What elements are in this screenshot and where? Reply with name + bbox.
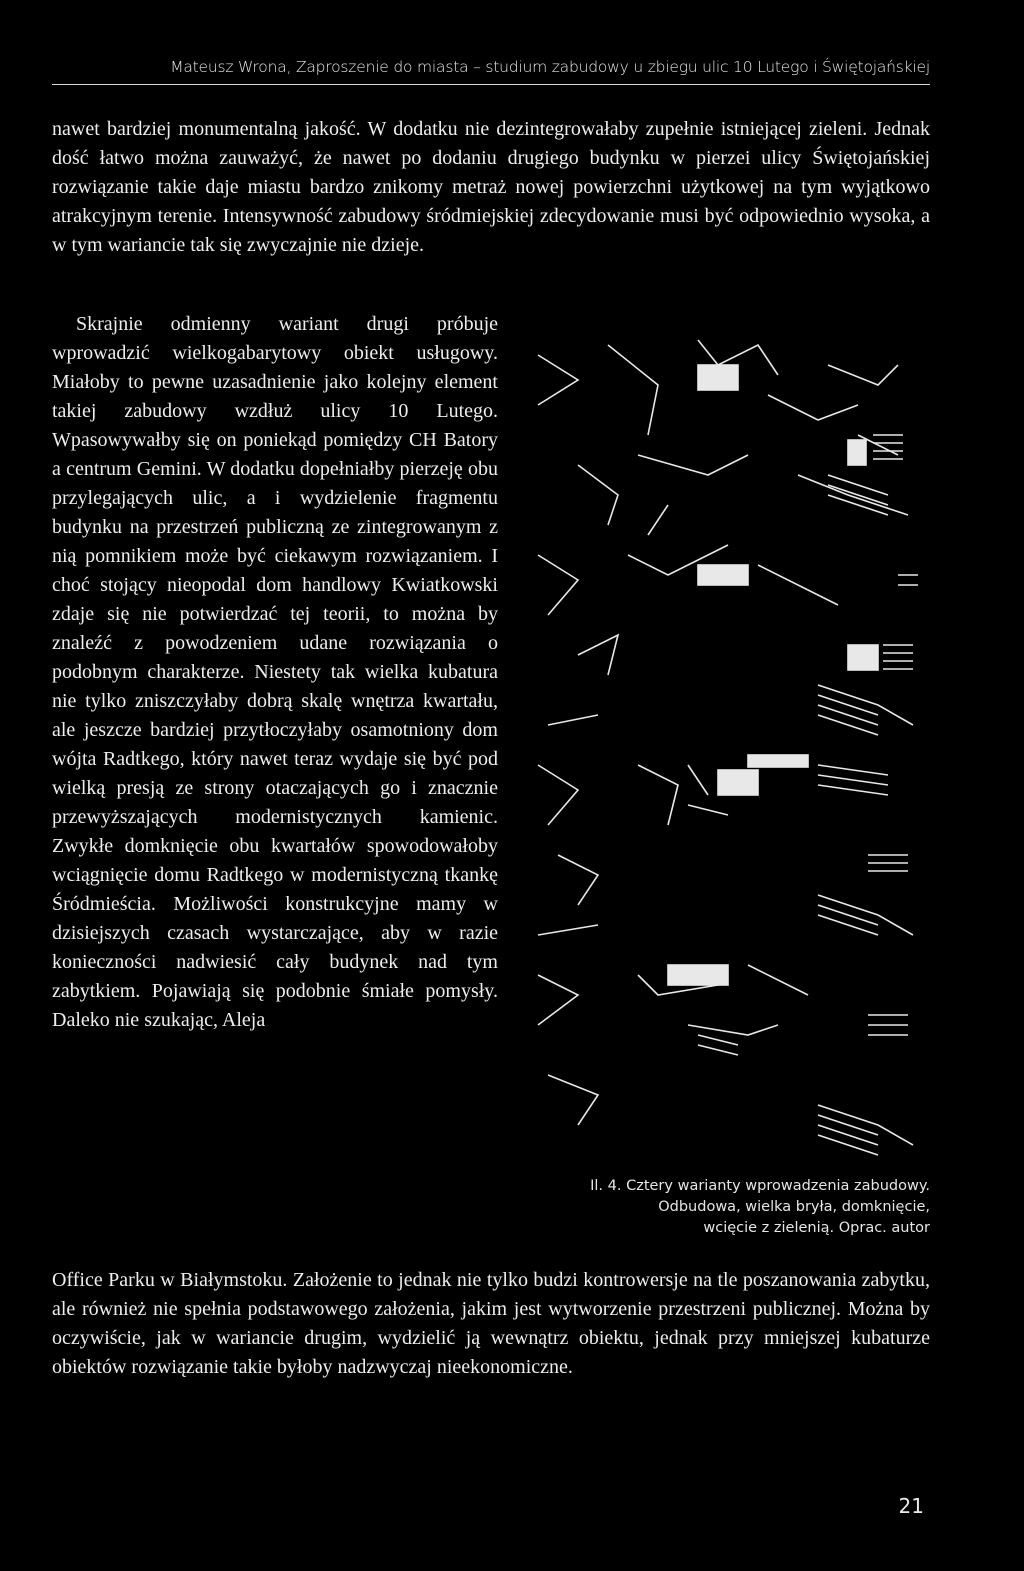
caption-line: Odbudowa, wielka bryła, domknięcie, (658, 1199, 930, 1215)
page-number: 21 (898, 1494, 924, 1518)
column-paragraph (52, 310, 498, 1035)
header-rule (52, 84, 930, 85)
paragraph-text: Skrajnie odmienny wariant drugi próbuje wprowadzić wielkogabarytowy obiekt usługowy. Miałoby to pewne uzasadnienie jako kolejny element takiej zabudowy wzdłuż ulicy 10 Lutego. Wpasowywałby się on poniekąd pomiędzy CH Batory a centrum Gemini. W dodatku dopełniałby pierzeję obu przylegających ulic, a i wydzielenie fragmentu budynku na przestrzeń publiczną ze zintegrowanym z nią pomnikiem może być ciekawym rozwiązaniem. I choć stojący nieopodal dom handlowy Kwiatkowski zdaje się nie potwierdzać tej teorii, to można by znaleźć z powodzeniem udane rozwiązania o podobnym charakterze. Niestety tak wielka kubatura nie tylko zniszczyłaby dobrą skalę wnętrza kwartału, ale jeszcze bardziej przytłoczyłaby osamotniony dom wójta Radtkego, który nawet teraz wydaje się być pod wielką presją ze strony otaczających go i znacznie przewyższających modernistycznych kamienic. Zwykłe domknięcie obu kwartałów spowodowałoby wciągnięcie domu Radtkego w modernistyczną tkankę Śródmieścia. Możliwości konstrukcyjne mamy w dzisiejszych czasach wystarczające, aby w razie konieczności nadwiesić cały budynek nad tym zabytkiem. Pojawiają się podobnie śmiałe pomysły. Daleko nie szukając, Aleja (52, 313, 498, 1031)
caption-line: Il. 4. Cztery warianty wprowadzenia zabudowy. (590, 1178, 930, 1194)
bottom-paragraph (52, 1266, 930, 1382)
figure-caption (518, 1176, 930, 1239)
paragraph-text: Office Parku w Białymstoku. Założenie to jednak nie tylko budzi kontrowersje na tle poszanowania zabytku, ale również nie spełnia podstawowego założenia, jakim jest wytworzenie przestrzeni publicznej. Można by oczywiście, jak w wariancie drugim, wydzielić ją wewnątrz obiektu, jednak przy mniejszej kubaturze obiektów rozwiązanie takie byłoby nadzwyczaj nieekonomiczne. (52, 1269, 930, 1378)
top-paragraph (52, 115, 930, 260)
architectural-variants-icon (518, 325, 930, 1163)
paragraph-text: nawet bardziej monumentalną jakość. W dodatku nie dezintegrowałaby zupełnie istniejącej zieleni. Jednak dość łatwo można zauważyć, że nawet po dodaniu drugiego budynku w pierzei ulicy Świętojańskiej rozwiązanie takie daje miastu bardzo znikomy metraż nowej powierzchni użytkowej na tym wyjątkowo atrakcyjnym terenie. Intensywność zabudowy śródmiejskiej zdecydowanie musi być odpowiednio wysoka, a w tym wariancie tak się zwyczajnie nie dzieje. (52, 118, 930, 256)
caption-line: wcięcie z zielenią. Oprac. autor (703, 1220, 930, 1236)
running-header: Mateusz Wrona, Zaproszenie do miasta – studium zabudowy u zbiegu ulic 10 Lutego i Świętojańskiej (170, 58, 930, 76)
figure-variants-drawing (518, 325, 930, 1163)
